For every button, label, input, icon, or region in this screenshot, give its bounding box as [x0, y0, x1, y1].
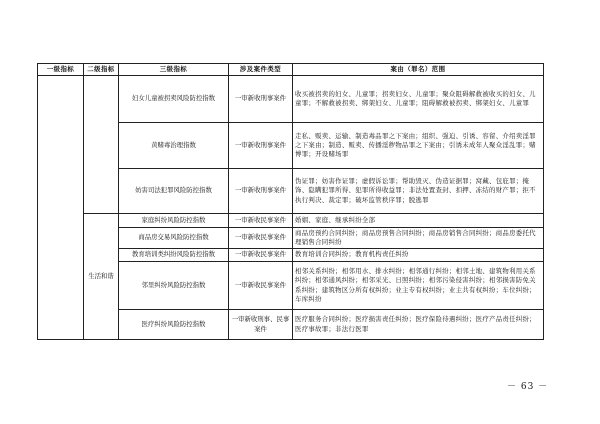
scope-cell: 伪证罪；妨害作证罪；虚假诉讼罪；帮助毁灭、伪造证据罪；窝藏、包庇罪；掩饰、隐瞒犯罪所得、犯罪所得收益罪；非法处置查封、扣押、冻结的财产罪；拒不执行判决、裁定罪；破坏监管秩序罪；脱逃罪	[293, 169, 544, 214]
level2-cell: 生活和谐	[84, 214, 119, 340]
level3-cell: 黄赌毒治理指数	[119, 123, 229, 169]
header-case-type: 涉及案件类型	[229, 64, 293, 76]
table-row	[38, 214, 544, 228]
scope-cell: 走私、贩卖、运输、制造毒品罪之下案由；组织、强迫、引诱、容留、介绍卖淫罪之下案由；制造、贩卖、传播淫秽物品罪之下案由；引诱未成年人聚众淫乱罪；赌博罪；开设赌场罪	[293, 123, 544, 169]
level3-cell: 妨害司法犯罪风险防控指数	[119, 169, 229, 214]
level3-cell: 妇女儿童被拐卖风险防控指数	[119, 76, 229, 123]
case-type-cell: 一审新收民事案件	[229, 249, 293, 262]
case-type-cell: 一审新收刑事案件	[229, 123, 293, 169]
page-number: － 63 －	[507, 382, 549, 392]
header-level1: 一级指标	[38, 64, 84, 76]
scope-cell: 教育培训合同纠纷；教育机构责任纠纷	[293, 249, 544, 262]
index-table	[37, 63, 544, 340]
level3-cell: 邻里纠纷风险防控指数	[119, 262, 229, 310]
level2-cell	[84, 76, 119, 214]
case-type-cell: 一审新收民事案件	[229, 214, 293, 228]
header-level3: 三级指标	[119, 64, 229, 76]
scope-cell: 商品房预约合同纠纷；商品房预售合同纠纷；商品房销售合同纠纷；商品房委托代理销售合同纠纷	[293, 228, 544, 249]
case-type-cell: 一审新收刑事、民事案件	[229, 310, 293, 340]
level1-cell	[38, 76, 84, 340]
table-header-row	[38, 64, 544, 76]
scope-cell: 婚姻、家庭、继承纠纷全部	[293, 214, 544, 228]
header-level2: 二级指标	[84, 64, 119, 76]
scope-cell: 收买被拐卖的妇女、儿童罪；拐卖妇女、儿童罪；聚众阻碍解救被收买的妇女、儿童罪；不解救被拐卖、绑架妇女、儿童罪；阻碍解救被拐卖、绑架妇女、儿童罪	[293, 76, 544, 123]
level3-cell: 教育培训类纠纷风险防控指数	[119, 249, 229, 262]
scope-cell: 相邻关系纠纷；相邻用水、排水纠纷；相邻通行纠纷；相邻土地、建筑物利用关系纠纷；相邻通风纠纷；相邻采光、日照纠纷；相邻污染侵害纠纷；相邻损害防免关系纠纷；建筑物区分所有权纠纷；业主专有权纠纷；业主共有权纠纷；车位纠纷；车库纠纷	[293, 262, 544, 310]
level3-cell: 商品房交易风险防控指数	[119, 228, 229, 249]
level3-cell: 家庭纠纷风险防控指数	[119, 214, 229, 228]
case-type-cell: 一审新收民事案件	[229, 228, 293, 249]
level3-cell: 医疗纠纷风险防控指数	[119, 310, 229, 340]
table-row	[38, 76, 544, 123]
header-scope: 案由（罪名）范围	[293, 64, 544, 76]
case-type-cell: 一审新收刑事案件	[229, 76, 293, 123]
scope-cell: 医疗服务合同纠纷；医疗损害责任纠纷；医疗保险待遇纠纷；医疗产品责任纠纷；医疗事故罪；非法行医罪	[293, 310, 544, 340]
case-type-cell: 一审新收民事案件	[229, 262, 293, 310]
case-type-cell: 一审新收刑事案件	[229, 169, 293, 214]
